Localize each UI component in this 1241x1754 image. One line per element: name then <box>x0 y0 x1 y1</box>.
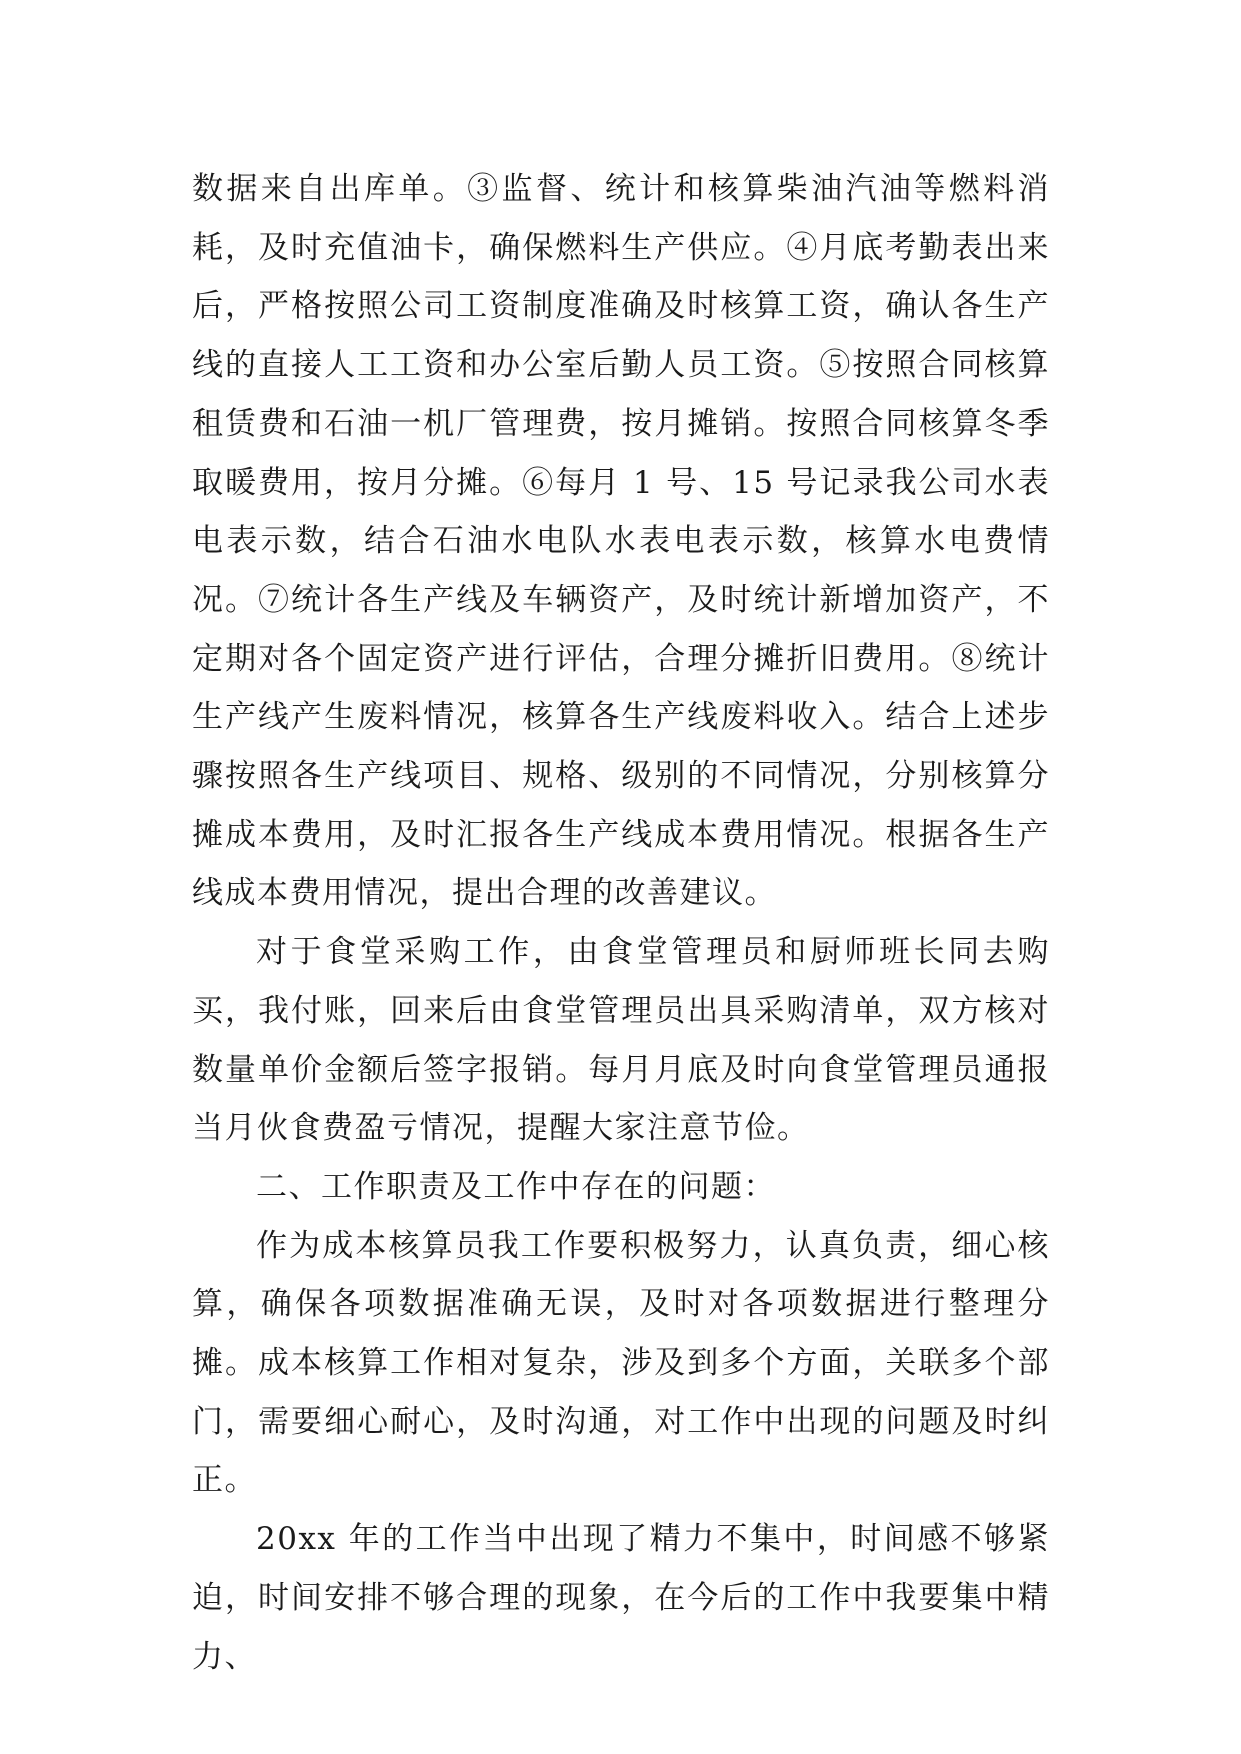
document-body <box>192 160 1050 1686</box>
body-paragraph: 20xx 年的工作当中出现了精力不集中，时间感不够紧迫，时间安排不够合理的现象，在今后的工作中我要集中精力、 <box>192 1521 1050 1675</box>
body-paragraph: 数据来自出库单。③监督、统计和核算柴油汽油等燃料消耗，及时充值油卡，确保燃料生产供应。④月底考勤表出来后，严格按照公司工资制度准确及时核算工资，确认各生产线的直接人工工资和办公室后勤人员工资。⑤按照合同核算租赁费和石油一机厂管理费，按月摊销。按照合同核算冬季取暖费用，按月分摊。⑥每月 1 号、15 号记录我公司水表电表示数，结合石油水电队水表电表示数，核算水电费情况。⑦统计各生产线及车辆资产，及时统计新增加资产，不定期对各个固定资产进行评估，合理分摊折旧费用。⑧统计生产线产生废料情况，核算各生产线废料收入。结合上述步骤按照各生产线项目、规格、级别的不同情况，分别核算分摊成本费用，及时汇报各生产线成本费用情况。根据各生产线成本费用情况，提出合理的改善建议。 <box>192 171 1050 912</box>
body-paragraph: 对于食堂采购工作，由食堂管理员和厨师班长同去购买，我付账，回来后由食堂管理员出具采购清单，双方核对数量单价金额后签字报销。每月月底及时向食堂管理员通报当月伙食费盈亏情况，提醒大家注意节俭。 <box>192 934 1050 1147</box>
section-heading: 二、工作职责及工作中存在的问题： <box>256 1168 776 1205</box>
body-paragraph: 作为成本核算员我工作要积极努力，认真负责，细心核算，确保各项数据准确无误，及时对各项数据进行整理分摊。成本核算工作相对复杂，涉及到多个方面，关联多个部门，需要细心耐心，及时沟通，对工作中出现的问题及时纠正。 <box>192 1227 1050 1499</box>
